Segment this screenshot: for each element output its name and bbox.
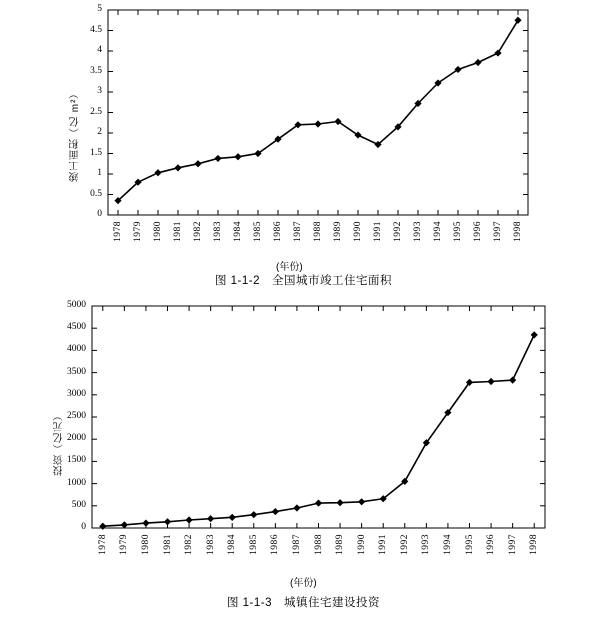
data-point-marker bbox=[175, 165, 181, 171]
chart-2-plot-area bbox=[0, 296, 607, 544]
data-point-marker bbox=[251, 512, 257, 518]
x-tick-label: 1998 bbox=[513, 221, 523, 242]
y-tick-label: 4000 bbox=[67, 344, 86, 355]
data-point-marker bbox=[143, 520, 149, 526]
data-point-marker bbox=[195, 161, 201, 167]
x-tick-label: 1992 bbox=[393, 221, 403, 242]
x-tick-label: 1990 bbox=[356, 534, 367, 555]
x-tick-label: 1979 bbox=[133, 221, 143, 242]
x-tick-label: 1978 bbox=[97, 534, 108, 555]
y-tick-label: 2500 bbox=[67, 411, 86, 421]
x-tick-label: 1997 bbox=[493, 221, 503, 242]
data-point-marker bbox=[121, 522, 127, 528]
data-point-marker bbox=[215, 155, 221, 161]
x-tick-label: 1995 bbox=[464, 534, 475, 555]
chart-1-y-axis-label: 竣工面积（亿 m²） bbox=[70, 87, 81, 182]
x-tick-label: 1983 bbox=[213, 221, 223, 242]
data-point-marker bbox=[208, 516, 214, 522]
y-tick-label: 0 bbox=[81, 522, 86, 532]
data-point-marker bbox=[155, 170, 161, 176]
x-tick-label: 1993 bbox=[413, 221, 423, 242]
x-tick-label: 1988 bbox=[313, 534, 324, 555]
y-tick-label: 4.5 bbox=[90, 24, 102, 35]
data-point-marker bbox=[315, 500, 321, 506]
x-tick-label: 1987 bbox=[291, 534, 302, 555]
data-point-marker bbox=[294, 505, 300, 511]
x-tick-label: 1989 bbox=[335, 534, 346, 555]
x-tick-label: 1982 bbox=[184, 534, 195, 555]
y-tick-label: 1500 bbox=[67, 455, 86, 466]
x-tick-label: 1981 bbox=[162, 534, 173, 555]
chart-2-canvas bbox=[0, 296, 607, 544]
x-tick-label: 1983 bbox=[205, 534, 216, 555]
data-point-marker bbox=[475, 59, 481, 65]
y-tick-label: 0 bbox=[97, 209, 102, 219]
x-tick-label: 1982 bbox=[193, 221, 203, 242]
chart-2-y-axis-label: 投资（亿元） bbox=[54, 410, 65, 476]
y-tick-label: 1.5 bbox=[90, 147, 102, 158]
y-tick-label: 2 bbox=[97, 127, 102, 137]
y-tick-label: 3500 bbox=[67, 366, 86, 377]
data-line bbox=[118, 20, 518, 200]
x-tick-label: 1987 bbox=[293, 221, 303, 242]
x-tick-label: 1990 bbox=[353, 221, 363, 242]
x-tick-label: 1994 bbox=[433, 221, 443, 242]
chart-2-x-axis-label: (年份) bbox=[290, 578, 317, 589]
y-tick-label: 1 bbox=[97, 168, 102, 178]
x-tick-label: 1984 bbox=[233, 221, 243, 242]
x-tick-label: 1993 bbox=[421, 534, 432, 555]
y-tick-label: 3.5 bbox=[90, 65, 102, 76]
data-line bbox=[103, 335, 534, 526]
y-tick-label: 1000 bbox=[67, 477, 86, 488]
figure-1-caption: 图 1-1-2 全国城市竣工住宅面积 bbox=[214, 275, 393, 287]
y-tick-label: 5000 bbox=[67, 300, 86, 310]
x-tick-label: 1988 bbox=[313, 221, 323, 242]
data-point-marker bbox=[359, 499, 365, 505]
figure-1-1-3 bbox=[0, 296, 607, 618]
y-tick-label: 2.5 bbox=[90, 106, 102, 117]
data-point-marker bbox=[272, 508, 278, 514]
x-tick-label: 1986 bbox=[273, 221, 283, 242]
x-tick-label: 1980 bbox=[140, 534, 151, 555]
x-tick-label: 1997 bbox=[507, 534, 518, 555]
x-tick-label: 1995 bbox=[453, 221, 463, 242]
x-tick-label: 1992 bbox=[399, 534, 410, 555]
x-tick-label: 1979 bbox=[119, 534, 130, 555]
data-point-marker bbox=[531, 332, 537, 338]
y-tick-label: 2000 bbox=[67, 433, 86, 444]
x-tick-label: 1985 bbox=[248, 534, 259, 555]
x-tick-label: 1991 bbox=[373, 221, 383, 242]
y-tick-label: 4500 bbox=[67, 322, 86, 333]
data-point-marker bbox=[315, 121, 321, 127]
x-tick-label: 1981 bbox=[173, 221, 183, 242]
y-tick-label: 4 bbox=[97, 45, 102, 55]
data-point-marker bbox=[186, 517, 192, 523]
x-tick-label: 1994 bbox=[442, 534, 453, 555]
data-point-marker bbox=[229, 514, 235, 520]
data-point-marker bbox=[510, 377, 516, 383]
x-tick-label: 1986 bbox=[270, 534, 281, 555]
x-tick-label: 1984 bbox=[227, 534, 238, 555]
x-tick-label: 1996 bbox=[486, 534, 497, 555]
x-tick-label: 1989 bbox=[333, 221, 343, 242]
figure-1-1-2 bbox=[0, 0, 607, 290]
data-point-marker bbox=[337, 500, 343, 506]
y-tick-label: 5 bbox=[97, 4, 102, 14]
x-tick-label: 1998 bbox=[529, 534, 540, 555]
data-point-marker bbox=[235, 154, 241, 160]
x-tick-label: 1980 bbox=[153, 221, 163, 242]
figure-2-caption: 图 1-1-3 城镇住宅建设投资 bbox=[226, 597, 381, 609]
y-tick-label: 3000 bbox=[67, 388, 86, 399]
y-tick-label: 3 bbox=[97, 86, 102, 96]
data-point-marker bbox=[164, 519, 170, 525]
x-tick-label: 1991 bbox=[378, 534, 389, 555]
data-point-marker bbox=[488, 378, 494, 384]
x-tick-label: 1996 bbox=[473, 221, 483, 242]
y-tick-label: 500 bbox=[71, 499, 86, 510]
x-tick-label: 1978 bbox=[113, 221, 123, 242]
y-tick-label: 0.5 bbox=[90, 188, 102, 199]
chart-1-x-axis-label: (年份) bbox=[276, 262, 303, 273]
x-tick-label: 1985 bbox=[253, 221, 263, 242]
